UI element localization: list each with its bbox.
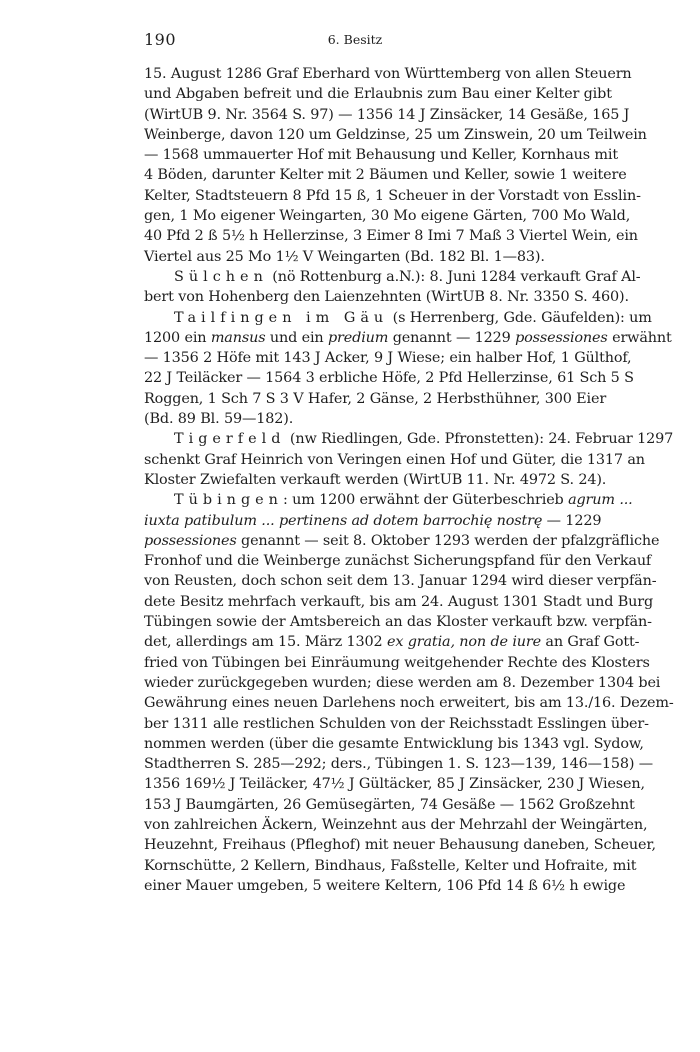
line-text: (nw Riedlingen, Gde. Pfronstetten): 24. Februar 1297 <box>285 431 674 448</box>
line-text: bert von Hohenberg den Laienzehnten (WirtUB 8. Nr. 3350 S. 460). <box>144 289 629 306</box>
line-text: 153 J Baumgärten, 26 Gemüsegärten, 74 Gesäße — 1562 Großzehnt <box>144 796 635 813</box>
line-text: (WirtUB 9. Nr. 3564 S. 97) — 1356 14 J Zinsäcker, 14 Gesäße, 165 J <box>144 106 630 123</box>
line-text: von Reusten, doch schon seit dem 13. Januar 1294 wird dieser verpfän- <box>144 573 657 590</box>
line-text: 22 J Teiläcker — 1564 3 erbliche Höfe, 2 Pfd Hellerzinse, 61 Sch 5 S <box>144 370 634 387</box>
line-text: : um 1200 erwähnt der Güterbeschrieb <box>282 492 569 509</box>
text-line <box>144 856 637 876</box>
line-text: Stadtherren S. 285—292; ders., Tübingen 1. S. 123—139, 146—158) — <box>144 756 654 773</box>
text-line <box>144 206 631 226</box>
text-line <box>144 632 640 652</box>
text-line <box>144 409 566 429</box>
place-name: Tübingen <box>174 492 283 509</box>
line-text: 1200 ein <box>144 329 211 346</box>
line-text: gen, 1 Mo eigener Weingarten, 30 Mo eigene Gärten, 700 Mo Wald, <box>144 208 631 225</box>
text-line <box>144 145 619 165</box>
line-text: dete Besitz mehrfach verkauft, bis am 24. August 1301 Stadt und Burg <box>144 593 654 610</box>
line-text: Kloster Zwiefalten verkauft werden (WirtUB 11. Nr. 4972 S. 24). <box>144 471 607 488</box>
line-text: Roggen, 1 Sch 7 S 3 V Hafer, 2 Gänse, 2 Herbsthühner, 300 Eier <box>144 390 607 407</box>
page-number: 190 <box>144 30 177 49</box>
text-line <box>144 653 650 673</box>
line-text: und Abgaben befreit und die Erlaubnis zum Bau einer Kelter gibt <box>144 86 612 103</box>
text-line <box>144 693 674 713</box>
line-text: genannt — seit 8. Oktober 1293 werden der pfalzgräfliche <box>236 532 660 549</box>
text-line <box>144 84 612 104</box>
line-text: Viertel aus 25 Mo 1½ V Weingarten (Bd. 182 Bl. 1—83). <box>144 248 545 265</box>
line-text: Gewährung eines neuen Darlehens noch erweitert, bis am 13./16. Dezem- <box>144 695 674 712</box>
latin-quote: agrum ... <box>568 492 633 509</box>
line-text: wieder zurückgegeben wurden; diese werden am 8. Dezember 1304 bei <box>144 674 661 691</box>
text-line <box>144 348 632 368</box>
text-line <box>144 531 660 551</box>
text-line <box>144 876 626 896</box>
line-text: Fronhof und die Weinberge zunächst Sicherungspfand für den Verkauf <box>144 553 652 570</box>
text-line <box>144 105 630 125</box>
line-text: Tübingen sowie der Amtsbereich an das Kloster verkauft bzw. verpfän- <box>144 614 652 631</box>
line-text: Weinberge, davon 120 um Geldzinse, 25 um Zinswein, 20 um Teilwein <box>144 126 647 143</box>
line-text: 1356 169½ J Teiläcker, 47½ J Gültäcker, 85 J Zinsäcker, 230 J Wiesen, <box>144 776 645 793</box>
text-line <box>144 673 661 693</box>
line-text: (Bd. 89 Bl. 59—182). <box>144 411 294 428</box>
text-line <box>144 714 649 734</box>
latin-quote: possessiones <box>144 532 237 549</box>
latin-quote: mansus <box>210 329 266 346</box>
line-text: 4 Böden, darunter Kelter mit 2 Bäumen und Keller, sowie 1 weitere <box>144 167 627 184</box>
text-line <box>144 592 654 612</box>
text-line <box>144 389 607 409</box>
text-line <box>144 429 674 449</box>
line-text: von zahlreichen Äckern, Weinzehnt aus der Mehrzahl der Weingärten, <box>144 816 648 833</box>
place-name: Tailfingen im Gäu <box>174 309 389 326</box>
line-text: einer Mauer umgeben, 5 weitere Keltern, 106 Pfd 14 ß 6½ h ewige <box>144 877 626 894</box>
text-line <box>144 247 566 267</box>
latin-quote: iuxta patibulum ... pertinens ad dotem barrochię nostrę <box>144 512 543 529</box>
text-line <box>144 835 656 855</box>
line-text: 15. August 1286 Graf Eberhard von Württemberg von allen Steuern <box>144 66 632 82</box>
text-line <box>144 795 635 815</box>
line-text: (nö Rottenburg a.N.): 8. Juni 1284 verkauft Graf Al- <box>267 268 641 285</box>
body-text <box>144 64 674 896</box>
line-text: Kelter, Stadtsteuern 8 Pfd 15 ß, 1 Scheuer in der Vorstadt von Esslin- <box>144 187 641 204</box>
line-text: und ein <box>265 329 328 346</box>
text-line <box>144 226 638 246</box>
place-name: Sülchen <box>174 268 268 285</box>
page-header <box>144 30 566 54</box>
text-line <box>144 186 641 206</box>
latin-quote: predium <box>327 329 389 346</box>
text-line <box>144 64 632 84</box>
text-line <box>144 551 652 571</box>
text-line <box>144 267 641 287</box>
running-head: 6. Besitz <box>327 32 383 47</box>
text-line <box>144 754 654 774</box>
text-line <box>144 734 644 754</box>
line-text: ber 1311 alle restlichen Schulden von der Reichsstadt Esslingen über- <box>144 715 649 732</box>
line-text: genannt — 1229 <box>388 329 516 346</box>
text-line <box>144 774 645 794</box>
text-line <box>144 368 634 388</box>
line-text: — 1229 <box>542 512 602 529</box>
line-text: — 1568 ummauerter Hof mit Behausung und Keller, Kornhaus mit <box>144 147 619 164</box>
line-text: schenkt Graf Heinrich von Veringen einen Hof und Güter, die 1317 an <box>144 451 645 468</box>
text-line <box>144 125 647 145</box>
line-text: Kornschütte, 2 Kellern, Bindhaus, Faßstelle, Kelter und Hofraite, mit <box>144 857 637 874</box>
text-line <box>144 490 633 510</box>
text-line <box>144 815 648 835</box>
line-text: an Graf Gott- <box>541 634 640 651</box>
text-line <box>144 470 607 490</box>
text-line <box>144 308 652 328</box>
text-line <box>144 612 652 632</box>
text-line <box>144 287 629 307</box>
line-text: det, allerdings am 15. März 1302 <box>144 634 387 651</box>
line-text: (s Herrenberg, Gde. Gäufelden): um <box>388 309 652 326</box>
text-line <box>144 450 645 470</box>
line-text: fried von Tübingen bei Einräumung weitgehender Rechte des Klosters <box>144 654 650 671</box>
line-text: erwähnt <box>607 329 672 346</box>
line-text: 40 Pfd 2 ß 5½ h Hellerzinse, 3 Eimer 8 Imi 7 Maß 3 Viertel Wein, ein <box>144 228 638 245</box>
line-text: Heuzehnt, Freihaus (Pfleghof) mit neuer Behausung daneben, Scheuer, <box>144 837 656 854</box>
text-line <box>144 571 657 591</box>
place-name: Tigerfeld <box>174 431 286 448</box>
line-text: nommen werden (über die gesamte Entwicklung bis 1343 vgl. Sydow, <box>144 735 644 752</box>
text-line <box>144 511 602 531</box>
latin-quote: possessiones <box>515 329 608 346</box>
latin-quote: ex gratia, non de iure <box>386 634 541 651</box>
text-line <box>144 328 672 348</box>
line-text: — 1356 2 Höfe mit 143 J Acker, 9 J Wiese; ein halber Hof, 1 Gülthof, <box>144 350 632 367</box>
text-line <box>144 165 627 185</box>
